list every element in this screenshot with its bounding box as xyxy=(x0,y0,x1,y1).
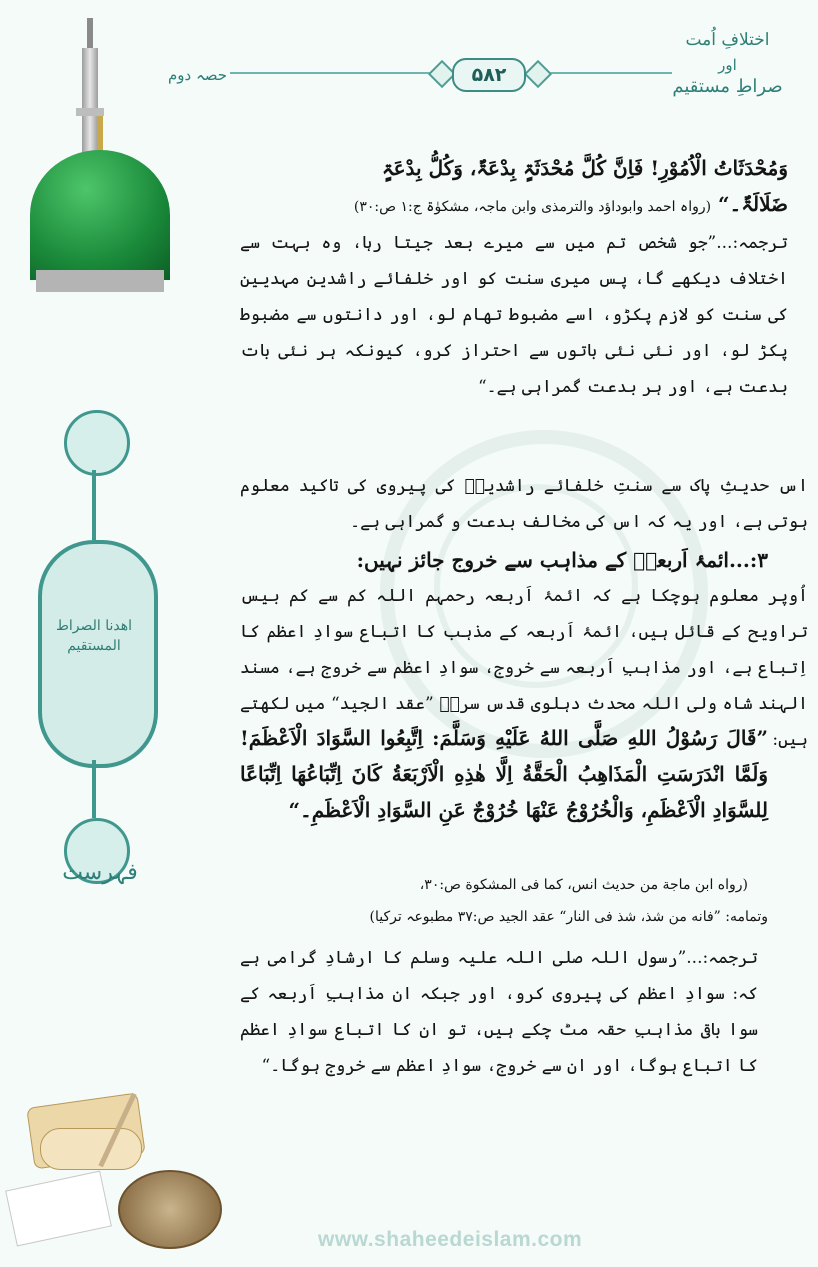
ornament-stem xyxy=(92,760,96,818)
emblem-line-1: اھدنا الصراط xyxy=(55,618,133,634)
index-link[interactable]: فہرست xyxy=(62,860,138,885)
arabic-text-2: ضَلَالَۃٌ۔“ xyxy=(718,192,788,216)
book-title-line-1: اختلافِ اُمت xyxy=(685,30,770,50)
publisher-seal-logo xyxy=(118,1170,222,1249)
dome-base xyxy=(36,270,164,292)
book-title-line-2: اور xyxy=(718,56,737,74)
side-ornament xyxy=(38,410,150,880)
paper-image xyxy=(5,1171,112,1247)
scrolls-image xyxy=(20,1090,150,1180)
reference-2b: وتمامه: ”فانه من شذ، شذ فى النار“ عقد الجيد ص:۳۷ مطبوعہ ترکیا) xyxy=(369,909,768,925)
paragraph-2: اُوپر معلوم ہوچکا ہے کہ ائمۂ اَربعہ رحمہم اللہ کم سے کم بیس تراویح کے قائل ہیں، ائمۂ اَربعہ کے مذہب کا اتباع سوادِ اعظم کا اِتباع ہے، اور مذاہبِ اَربعہ سے خروج، سوادِ اعظم سے خروج ہے، مسند الہند شاہ ولی اللہ محدث دہلوی قدس سرہٗ ”عقد الجید“ میں لکھتے ہیں: xyxy=(240,586,808,750)
main-content xyxy=(240,150,788,405)
part-label: حصہ دوم xyxy=(168,66,228,84)
arabic-text-1: وَمُحْدَثَاتُ الْاُمُوْرِ! فَاِنَّ کُلَّ مُحْدَثَۃٍ بِدْعَۃٌ، وَکُلُّ بِدْعَۃٍ xyxy=(381,156,788,180)
arabic-quote: ”قَالَ رَسُوْلُ اللهِ صَلَّى اللهُ عَلَيْهِ وَسَلَّمَ: اِتَّبِعُوا السَّوَادَ الْاَعْظَمَ! وَلَمَّا انْدَرَسَتِ الْمَذَاهِبُ الْحَقَّةُ اِلَّا هٰذِهِ الْاَرْبَعَةُ كَانَ اِتِّبَاعُهَا اِتِّبَاعًا لِلسَّوَادِ الْاَعْظَمِ، وَالْخُرُوْجُ عَنْهَا خُرُوْجٌ عَنِ السَّوَادِ الْاَعْظَمِ۔“ xyxy=(240,726,768,822)
book-title xyxy=(665,28,790,100)
calligraphy-emblem xyxy=(44,616,144,656)
diamond-ornament-icon xyxy=(524,60,552,88)
reference-2a: (رواه ابن ماجة من حديث انس، كما فى المشكوة ص:۳۰، xyxy=(419,877,748,893)
emblem-line-2: المستقیم xyxy=(67,638,121,654)
section-heading-3: ۳:...ائمۂ اَربعہؒ کے مذاہب سے خروج جائز نہیں: xyxy=(356,548,768,572)
ornament-cap-icon xyxy=(64,410,130,476)
arabic-line-2-row xyxy=(240,186,788,225)
green-dome-image xyxy=(30,150,170,280)
translation-2: ترجمہ:...”رسول اللہ صلی اللہ علیہ وسلم کا ارشادِ گرامی ہے کہ: سوادِ اعظم کی پیروی کرو، اور جبکہ ان مذاہبِ اَربعہ کے سوا باقی مذاہبِ حقہ مٹ چکے ہیں، تو ان کا اتباع سوادِ اعظم کا اتباع ہوگا، اور ان سے خروج، سوادِ اعظم سے خروج ہوگا۔“ xyxy=(240,948,758,1076)
reference-1: (رواہ احمد وابوداؤد والترمذی وابن ماجہ، مشکوٰۃ ج:۱ ص:۳۰) xyxy=(353,199,712,215)
translation-1: ترجمہ:...”جو شخص تم میں سے میرے بعد جیتا رہا، وہ بہت سے اختلاف دیکھے گا، پس میری سنت کو اور خلفائے راشدین مہدیین کی سنت کو لازم پکڑو، اسے مضبوط تھام لو، اور دانتوں سے مضبوط پکڑ لو، اور نئی نئی باتوں سے احتراز کرو، کیونکہ ہر نئی بات بدعت ہے، اور ہر بدعت گمراہی ہے۔“ xyxy=(240,233,788,397)
page-number: ۵۸۲ xyxy=(452,58,526,92)
header-rule-left xyxy=(230,72,450,74)
paragraph-1: اس حدیثِ پاک سے سنتِ خلفائے راشدینؓ کی پیروی کی تاکید معلوم ہوتی ہے، اور یہ کہ اس کی مخالف بدعت و گمراہی ہے۔ xyxy=(240,476,808,532)
ornament-stem xyxy=(92,470,96,540)
footer-url[interactable]: www.shaheedeislam.com xyxy=(318,1228,583,1251)
book-title-line-3: صراطِ مستقیم xyxy=(672,76,783,97)
